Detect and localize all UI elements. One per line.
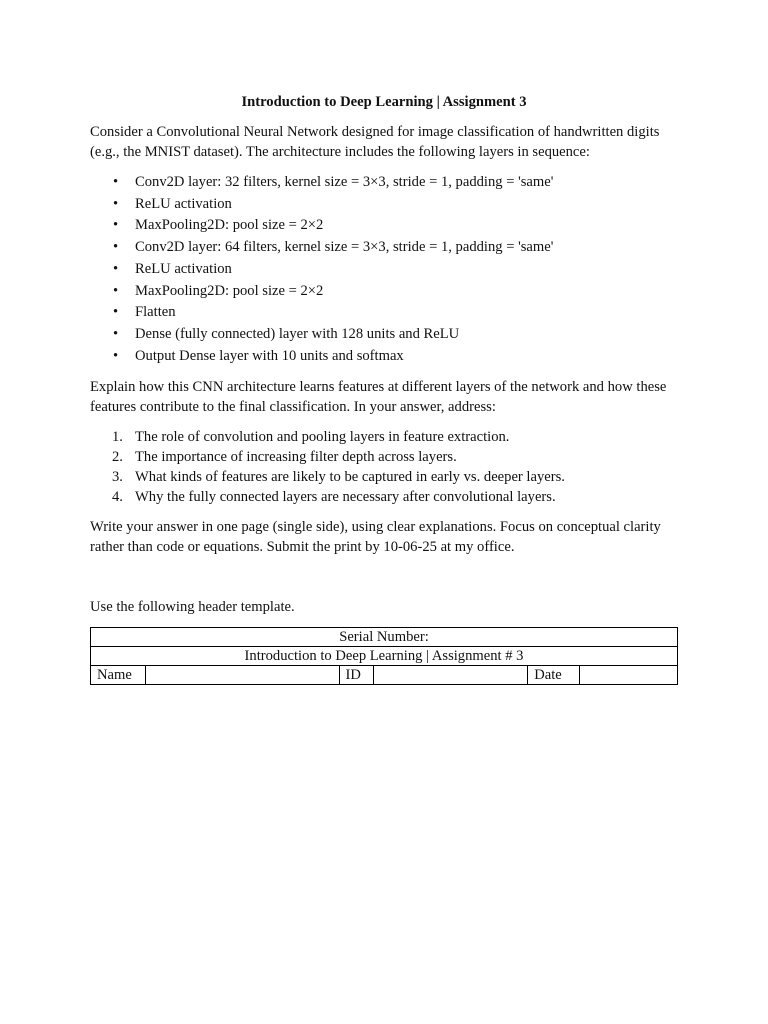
bullet-icon: • [113, 260, 119, 277]
list-item [90, 259, 678, 281]
layer-text: Dense (fully connected) layer with 128 units and ReLU [135, 325, 460, 342]
list-item [90, 346, 678, 368]
date-field[interactable] [580, 666, 678, 685]
id-field[interactable] [373, 666, 528, 685]
bullet-icon: • [113, 239, 119, 256]
list-item [90, 194, 678, 216]
bullet-icon: • [113, 304, 119, 321]
bullet-icon: • [113, 174, 119, 190]
list-item [90, 487, 678, 507]
table-row [91, 628, 678, 647]
list-item [90, 447, 678, 467]
list-item [90, 324, 678, 346]
question-text: What kinds of features are likely to be captured in early vs. deeper layers. [135, 469, 565, 486]
spacer [90, 567, 678, 597]
serial-number-cell: Serial Number: [91, 628, 678, 647]
list-item [90, 215, 678, 237]
list-item [90, 281, 678, 303]
layer-list [90, 172, 678, 367]
question-list [90, 427, 678, 507]
header-template-table [90, 627, 678, 685]
list-item [90, 172, 678, 194]
name-field[interactable] [145, 666, 339, 685]
list-item [90, 427, 678, 447]
question-text: The role of convolution and pooling layers in feature extraction. [135, 429, 510, 446]
list-item [90, 467, 678, 487]
bullet-icon: • [113, 325, 119, 342]
question-number: 2. [112, 449, 123, 466]
layer-text: ReLU activation [135, 195, 232, 212]
bullet-icon: • [113, 217, 119, 234]
date-label: Date [528, 666, 580, 685]
bullet-icon: • [113, 347, 119, 364]
course-line-cell: Introduction to Deep Learning | Assignment # 3 [91, 647, 678, 666]
table-row [91, 647, 678, 666]
layer-text: Conv2D layer: 32 filters, kernel size = 3×3, stride = 1, padding = 'same' [135, 174, 554, 190]
layer-text: Conv2D layer: 64 filters, kernel size = 3×3, stride = 1, padding = 'same' [135, 239, 554, 256]
bullet-icon: • [113, 195, 119, 212]
name-label: Name [91, 666, 146, 685]
layer-text: Flatten [135, 304, 176, 321]
question-text: Why the fully connected layers are necessary after convolutional layers. [135, 489, 556, 506]
layer-text: MaxPooling2D: pool size = 2×2 [135, 282, 324, 299]
assignment-title: Introduction to Deep Learning | Assignment 3 [241, 94, 527, 110]
intro-paragraph: Consider a Convolutional Neural Network designed for image classification of handwritten digits (e.g., the MNIST dataset). The architecture includes the following layers in sequence: [90, 124, 660, 160]
table-row [91, 666, 678, 685]
prompt-paragraph: Explain how this CNN architecture learns features at different layers of the network and how these features contribute to the final classification. In your answer, address: [90, 379, 667, 416]
layer-text: MaxPooling2D: pool size = 2×2 [135, 217, 324, 234]
template-intro: Use the following header template. [90, 599, 295, 616]
question-number: 1. [112, 429, 123, 446]
list-item [90, 237, 678, 259]
bullet-icon: • [113, 282, 119, 299]
question-number: 4. [112, 489, 123, 506]
question-number: 3. [112, 469, 123, 486]
layer-text: Output Dense layer with 10 units and softmax [135, 347, 404, 364]
instructions-paragraph: Write your answer in one page (single side), using clear explanations. Focus on conceptual clarity rather than code or equations. Submit the print by 10-06-25 at my office. [90, 519, 661, 556]
list-item [90, 302, 678, 324]
layer-text: ReLU activation [135, 260, 232, 277]
question-text: The importance of increasing filter depth across layers. [135, 449, 457, 466]
id-label: ID [339, 666, 373, 685]
